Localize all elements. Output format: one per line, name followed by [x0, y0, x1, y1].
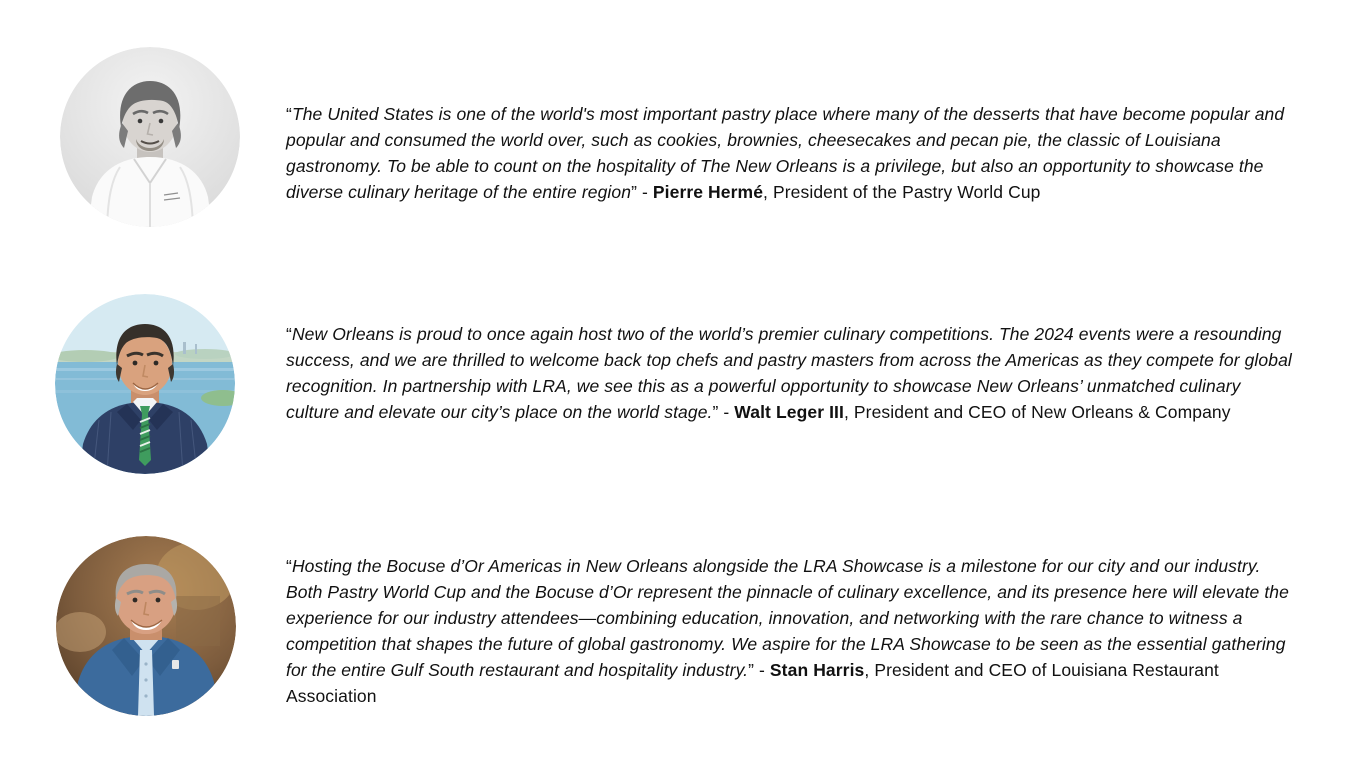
attribution-title: , President of the Pastry World Cup — [763, 181, 1041, 202]
quote-text: Hosting the Bocuse d’Or Americas in New Orleans alongside the LRA Showcase is a milestone for our city and our industry. Both Pastry World Cup and the Bocuse d’Or represent the pinnacle of culinary excellence, and its presence here will elevate the experience for our industry attendees—combining education, innovation, and networking with the rare chance to witness a competition that shapes the future of global gastronomy. We aspire for the LRA Showcase to be seen as the essential gathering for the entire Gulf South restaurant and hospitality industry. — [286, 555, 1289, 680]
stan-harris-portrait-illustration — [56, 536, 236, 716]
attribution-name: Walt Leger III — [734, 401, 844, 422]
stan-harris-photo — [56, 536, 236, 716]
attribution-name: Pierre Hermé — [652, 181, 764, 202]
quote-text: New Orleans is proud to once again host two of the world’s premier culinary competitions. The 2024 events were a resounding success, and we are thrilled to welcome back top chefs and pastry masters from across the Americas as they compete for global recognition. In partnership with LRA, we see this as a powerful opportunity to showcase New Orleans’ unmatched culinary culture and elevate our city’s place on the world stage. — [286, 323, 1292, 422]
attribution-separator: - — [754, 659, 770, 680]
quote-open-mark: “ — [286, 555, 292, 576]
attribution-title: , President and CEO of Louisiana Restaurant Association — [286, 659, 1219, 706]
pierre-herme-portrait-illustration — [60, 47, 240, 227]
quote-open-mark: “ — [286, 323, 292, 344]
quote-close-mark: ” — [631, 181, 638, 202]
attribution-name: Stan Harris — [769, 659, 865, 680]
quote-open-mark: “ — [286, 103, 292, 124]
quote-close-mark: ” — [748, 659, 755, 680]
attribution-separator: - — [718, 401, 735, 422]
testimonial-quote-walt-leger — [286, 321, 1298, 425]
pierre-herme-photo — [60, 47, 240, 227]
attribution-title: , President and CEO of New Orleans & Company — [843, 401, 1231, 422]
quote-text: The United States is one of the world's most important pastry place where many of the desserts that have become popular and popular and consumed the world over, such as cookies, brownies, cheesecakes and pecan pie, the classic of Louisiana gastronomy. To be able to count on the hospitality of The New Orleans is a privilege, but also an opportunity to showcase the diverse culinary heritage of the entire region — [286, 103, 1285, 202]
quote-close-mark: ” — [712, 401, 719, 422]
walt-leger-photo — [55, 294, 235, 474]
walt-leger-portrait-illustration — [55, 294, 235, 474]
testimonial-quote-stan-harris — [286, 553, 1298, 709]
testimonial-quote-pierre-herme — [286, 101, 1298, 205]
attribution-separator: - — [637, 181, 653, 202]
